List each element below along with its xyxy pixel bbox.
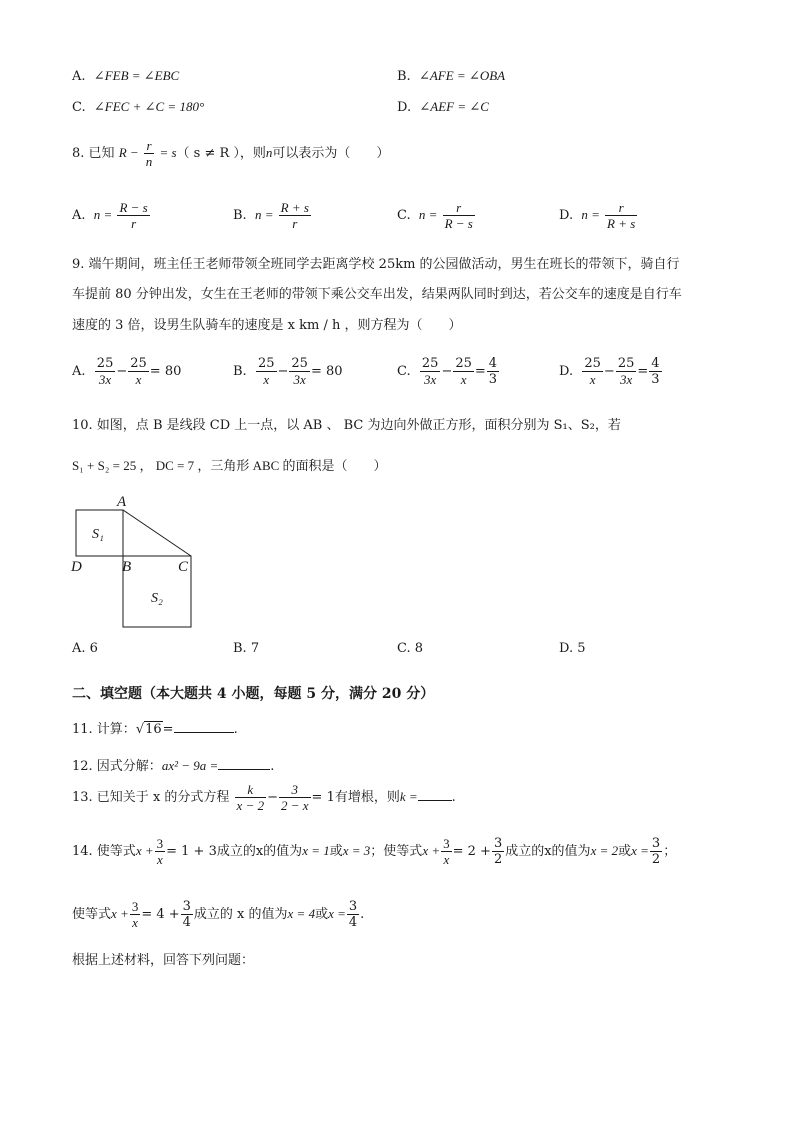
numerator: 25 — [584, 356, 601, 371]
numerator: R + s — [280, 200, 309, 215]
period: . — [451, 790, 456, 805]
denominator: x — [156, 852, 163, 867]
option-label: C. — [397, 364, 411, 379]
expr: = 4 + — [141, 907, 180, 922]
denominator: n — [145, 154, 153, 169]
q10-option-d — [559, 641, 586, 657]
option-fraction-2 — [289, 356, 310, 387]
denominator: 4 — [182, 915, 191, 930]
denominator: x — [460, 372, 467, 387]
q9-option-c — [397, 356, 500, 387]
numerator: 25 — [96, 356, 114, 371]
denominator: x — [443, 852, 450, 867]
numerator: 3 — [348, 899, 358, 914]
denominator: 2 − x — [281, 798, 309, 813]
option-value: 5 — [577, 641, 586, 656]
text: ；使等式 — [370, 844, 423, 859]
fraction-1 — [235, 782, 267, 813]
q8-given-left: R − — [118, 145, 139, 160]
q8-given-fraction — [144, 138, 155, 169]
option-expression: ∠AEF = ∠C — [419, 99, 489, 114]
q7-option-c — [72, 99, 204, 116]
option-fraction — [117, 200, 149, 231]
solution: x = — [328, 906, 346, 921]
q8-option-b — [233, 200, 312, 231]
segment-ac — [123, 510, 191, 556]
q12-prefix: 12. 因式分解： — [72, 759, 162, 774]
or: 或 — [315, 907, 329, 922]
answer-blank — [218, 757, 270, 770]
q8-variable: n — [265, 145, 273, 160]
sqrt-sign: √ — [135, 722, 145, 737]
point-b-label: B — [122, 559, 132, 575]
text: 成立的x的值为 — [505, 844, 591, 859]
q7-option-b — [397, 68, 505, 85]
period: . — [270, 759, 275, 774]
option-fraction-1 — [95, 356, 116, 387]
option-fraction-2 — [616, 356, 637, 387]
denominator: 3x — [424, 372, 437, 387]
minus-sign: − — [603, 364, 615, 379]
point-a-label: A — [117, 494, 127, 510]
denominator: 3 — [488, 372, 498, 387]
numerator: 25 — [617, 356, 635, 371]
minus-sign: − — [277, 364, 289, 379]
option-label: D. — [559, 364, 574, 379]
text: ； — [663, 844, 677, 859]
minus-sign: − — [441, 364, 453, 379]
q13-mid: = 1有增根，则 — [311, 790, 400, 805]
solution: x = 3 — [342, 843, 371, 858]
option-label: C. — [397, 641, 411, 656]
solution: x = 4 — [287, 906, 316, 921]
option-rhs-fraction — [649, 356, 661, 387]
option-label: A. — [72, 208, 86, 223]
q8-suffix: 可以表示为（ ） — [272, 146, 390, 161]
q11 — [72, 720, 238, 738]
option-label: B. — [397, 69, 411, 84]
q13 — [72, 782, 456, 813]
section-heading: 二、填空题（本大题共 4 小题，每题 5 分，满分 20 分） — [72, 686, 435, 702]
option-fraction-1 — [582, 356, 603, 387]
denominator: r — [292, 216, 298, 231]
fraction — [347, 899, 359, 930]
numerator: 3 — [651, 836, 661, 851]
numerator: 3 — [493, 836, 503, 851]
q10-line-2: S₁ + S₂ = 25 ， DC = 7 ，三角形 ABC 的面积是（ ） — [72, 458, 387, 473]
denominator: R + s — [607, 216, 636, 231]
fraction-2 — [279, 782, 311, 813]
q9-option-d — [559, 356, 663, 387]
denominator: 3x — [293, 372, 306, 387]
q13-var: k = — [399, 789, 418, 804]
denominator: 3x — [619, 372, 633, 387]
numerator: R − s — [119, 200, 148, 215]
q8-option-d — [559, 200, 638, 231]
numerator: 25 — [421, 356, 439, 371]
numerator: k — [235, 782, 267, 798]
q12 — [72, 757, 274, 775]
option-label: B. — [233, 364, 247, 379]
q14-line-1 — [72, 836, 676, 867]
option-fraction-1 — [420, 356, 441, 387]
option-label: D. — [397, 100, 412, 115]
solution: x = — [631, 843, 649, 858]
minus-sign: − — [267, 790, 278, 805]
q13-prefix: 13. 已知关于 x 的分式方程 — [72, 790, 230, 805]
option-value: 6 — [89, 641, 98, 656]
q8-stem — [72, 138, 389, 169]
option-expression: ∠FEB = ∠EBC — [93, 68, 180, 83]
q8-given-right: = s — [159, 145, 177, 160]
numerator: 4 — [488, 356, 498, 371]
q9-option-a — [72, 356, 181, 387]
q7-option-a — [72, 68, 179, 85]
q8-prefix: 8. 已知 — [72, 146, 115, 161]
numerator: 25 — [257, 356, 275, 371]
or: 或 — [618, 844, 632, 859]
q9-line-2: 车提前 80 分钟出发，女生在王老师的带领下乘公交车出发，结果两队同时到达，若公交车的速度是自行车 — [72, 287, 682, 302]
option-label: C. — [397, 208, 411, 223]
option-lhs: n = — [93, 207, 113, 222]
option-fraction-1 — [256, 356, 277, 387]
option-rhs-fraction — [487, 356, 499, 387]
option-label: A. — [72, 641, 86, 656]
denominator: x — [132, 915, 138, 930]
option-fraction-2 — [453, 356, 474, 387]
point-c-label: C — [178, 559, 189, 575]
radicand: 16 — [145, 722, 162, 737]
numerator: 25 — [455, 356, 472, 371]
expr: x + — [135, 843, 154, 858]
option-label: D. — [559, 208, 574, 223]
point-d-label: D — [71, 559, 82, 575]
numerator: 3 — [443, 836, 450, 851]
q10-option-c — [397, 641, 423, 657]
denominator: x — [263, 372, 270, 387]
numerator: 3 — [279, 782, 311, 798]
q10-line-1: 10. 如图，点 B 是线段 CD 上一点，以 AB 、 BC 为边向外做正方形，面积分别为 S₁、S₂，若 — [72, 418, 621, 433]
option-fraction-2 — [128, 356, 149, 387]
equals-sign: = — [637, 364, 649, 379]
option-fraction — [443, 200, 475, 231]
solution: x = 2 — [590, 843, 619, 858]
denominator: x − 2 — [236, 798, 265, 813]
q9-line-3: 速度的 3 倍，设男生队骑车的速度是 x km / h ，则方程为（ ） — [72, 318, 462, 333]
numerator: 25 — [291, 356, 308, 371]
expr: = 1 + 3 — [166, 844, 217, 859]
text: 成立的x的值为 — [216, 844, 303, 859]
option-expression: ∠FEC + ∠C = 180° — [93, 99, 205, 114]
answer-blank — [174, 720, 234, 733]
or: 或 — [329, 844, 343, 859]
option-label: C. — [72, 100, 86, 115]
q8-condition: （ s ≠ R ），则 — [176, 146, 266, 161]
q8-option-a — [72, 200, 151, 231]
numerator: 4 — [651, 356, 660, 371]
period: . — [360, 907, 365, 922]
text: 使等式 — [72, 907, 112, 922]
expr: x + — [111, 906, 129, 921]
q7-option-d — [397, 99, 489, 116]
area-s1-label: S₁ — [92, 527, 104, 542]
minus-sign: − — [116, 364, 128, 379]
option-label: D. — [559, 641, 574, 656]
solution: x = 1 — [302, 843, 330, 858]
q11-prefix: 11. 计算： — [72, 722, 136, 737]
option-lhs: n = — [418, 207, 438, 222]
option-value: 7 — [250, 641, 260, 656]
option-lhs: n = — [581, 207, 600, 222]
q14-prefix: 14. 使等式 — [72, 844, 136, 859]
denominator: 3 — [651, 372, 660, 387]
option-label: B. — [233, 208, 247, 223]
option-lhs: n = — [254, 207, 274, 222]
option-rhs: = 80 — [149, 364, 182, 379]
fraction — [130, 899, 141, 930]
q9-option-b — [233, 356, 343, 387]
expr: x + — [422, 843, 441, 858]
fraction — [155, 836, 166, 867]
option-label: A. — [72, 69, 86, 84]
denominator: R − s — [444, 216, 473, 231]
fraction — [650, 836, 662, 867]
q10-option-a — [72, 641, 98, 657]
option-value: 8 — [414, 641, 424, 656]
text: 成立的 x 的值为 — [193, 907, 288, 922]
q14-line-2 — [72, 899, 364, 930]
numerator: r — [443, 200, 475, 216]
numerator: r — [605, 200, 637, 216]
denominator: x — [589, 372, 596, 387]
fraction — [441, 836, 452, 867]
option-fraction — [605, 200, 637, 231]
numerator: r — [144, 138, 155, 154]
numerator: 25 — [130, 356, 147, 371]
q9-line-1: 9. 端午期间，班主任王老师带领全班同学去距离学校 25km 的公园做活动，男生在班长的带领下，骑自行 — [72, 257, 680, 272]
option-expression: ∠AFE = ∠OBA — [418, 68, 506, 83]
q10-option-b — [233, 641, 259, 657]
option-fraction — [279, 200, 311, 231]
denominator: x — [135, 372, 142, 387]
answer-blank — [418, 788, 452, 801]
fraction — [492, 836, 504, 867]
denominator: 2 — [651, 852, 661, 867]
equals-sign: = — [474, 364, 486, 379]
denominator: 3x — [98, 372, 112, 387]
numerator: 3 — [182, 899, 191, 914]
numerator: 3 — [156, 836, 164, 851]
expr: = 2 + — [452, 844, 491, 859]
option-label: A. — [72, 364, 86, 379]
denominator: r — [131, 216, 137, 231]
q12-expression: ax² − 9a = — [161, 758, 219, 773]
option-label: B. — [233, 641, 247, 656]
numerator: 3 — [131, 899, 139, 914]
fraction — [181, 899, 193, 930]
closing-instruction: 根据上述材料，回答下列问题： — [72, 953, 255, 968]
denominator: 4 — [348, 915, 358, 930]
area-s2-label: S₂ — [151, 591, 163, 606]
q10-figure — [70, 492, 210, 642]
equals-sign: = — [162, 722, 174, 737]
denominator: 2 — [493, 852, 503, 867]
option-rhs: = 80 — [310, 364, 343, 379]
q8-option-c — [397, 200, 476, 231]
period: . — [233, 722, 238, 737]
